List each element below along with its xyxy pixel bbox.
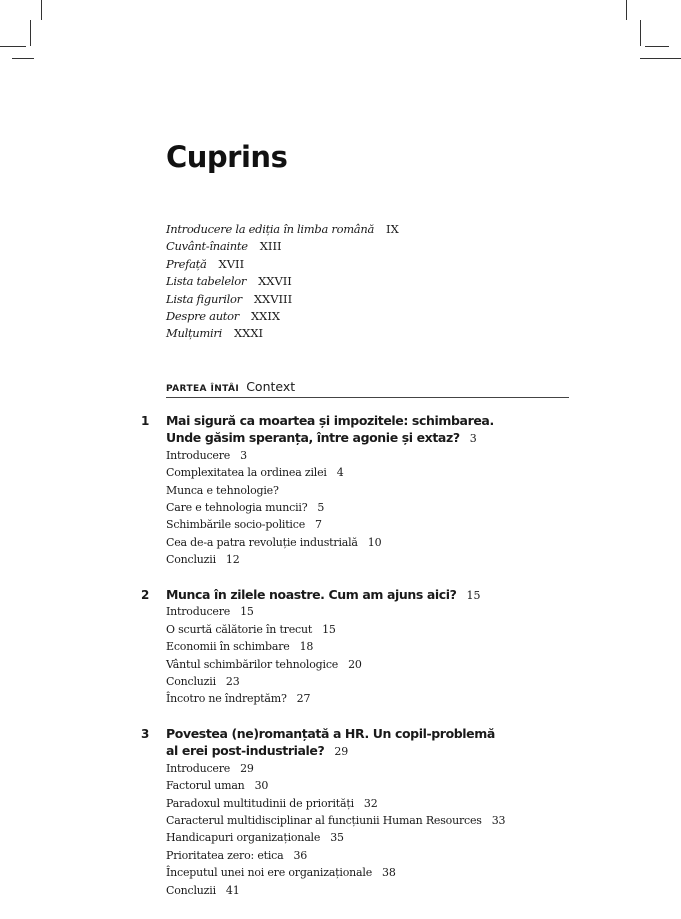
section-item: Introducere 15 (166, 605, 254, 619)
section-item: Caracterul multidisciplinar al funcțiunii Human Resources 33 (166, 813, 506, 827)
chapter-title: Povestea (ne)romanțată a HR. Un copil-problemă al erei post-industriale? 29 (166, 726, 495, 759)
chapter-number: 3 (141, 727, 150, 741)
front-matter-item: Despre autor XXIX (166, 308, 281, 323)
front-matter-item: Introducere la ediția în limba română IX (166, 222, 399, 236)
section-item: Care e tehnologia muncii? 5 (166, 500, 325, 514)
crop-mark-top-left (30, 20, 31, 46)
front-matter-item: Lista tabelelor XXVII (166, 274, 292, 289)
section-list (166, 603, 362, 707)
section-item: Concluzii 41 (166, 883, 240, 897)
crop-mark-top-left (12, 58, 34, 59)
section-item: Cea de-a patra revoluție industrială 10 (166, 535, 382, 549)
front-matter-list (166, 221, 399, 343)
crop-mark-top-left (41, 0, 42, 20)
section-item: Concluzii 12 (166, 553, 240, 567)
section-item: Concluzii 23 (166, 674, 240, 688)
chapter-number: 1 (141, 414, 150, 428)
part-heading (166, 376, 569, 398)
part-label: PARTEA ÎNTÂI (166, 384, 240, 394)
section-item: Paradoxul multitudinii de priorități 32 (166, 796, 378, 810)
section-item: Introducere 3 (166, 448, 247, 462)
part-name: Context (246, 379, 296, 394)
section-item: Munca e tehnologie? (166, 483, 279, 497)
chapter-page: 15 (466, 589, 481, 602)
crop-mark-top-right (626, 0, 627, 20)
section-item: O scurtă călătorie în trecut 15 (166, 622, 336, 636)
chapter-title: Mai sigură ca moartea și impozitele: schimbarea. Unde găsim speranța, între agonie și extaz? 3 (166, 413, 494, 446)
crop-mark-top-right (640, 20, 641, 46)
section-item: Încotro ne îndreptăm? 27 (166, 692, 311, 706)
chapter-title: Munca în zilele noastre. Cum am ajuns aici? 15 (166, 587, 481, 602)
section-item: Introducere 29 (166, 761, 254, 775)
front-matter-item: Prefață XVII (166, 256, 245, 271)
front-matter-item: Cuvânt-înainte XIII (166, 239, 282, 254)
section-list (166, 760, 505, 899)
section-item: Factorul uman 30 (166, 779, 269, 793)
page-title: Cuprins (166, 140, 288, 174)
crop-mark-top-left (0, 46, 26, 47)
section-item: Economii în schimbare 18 (166, 640, 314, 654)
chapter-number: 2 (141, 588, 150, 602)
section-item: Complexitatea la ordinea zilei 4 (166, 466, 344, 480)
section-item: Începutul unei noi ere organizaționale 38 (166, 866, 396, 880)
section-item: Handicapuri organizaționale 35 (166, 831, 344, 845)
section-item: Vântul schimbărilor tehnologice 20 (166, 657, 362, 671)
crop-mark-top-right (640, 58, 681, 59)
section-item: Schimbările socio-politice 7 (166, 518, 322, 532)
section-item: Prioritatea zero: etica 36 (166, 848, 308, 862)
crop-mark-top-right (645, 46, 669, 47)
chapter-page: 29 (334, 745, 349, 759)
front-matter-item: Mulțumiri XXXI (166, 326, 264, 341)
section-list (166, 447, 381, 569)
front-matter-item: Lista figurilor XXVIII (166, 291, 293, 306)
chapter-page: 3 (469, 432, 477, 446)
